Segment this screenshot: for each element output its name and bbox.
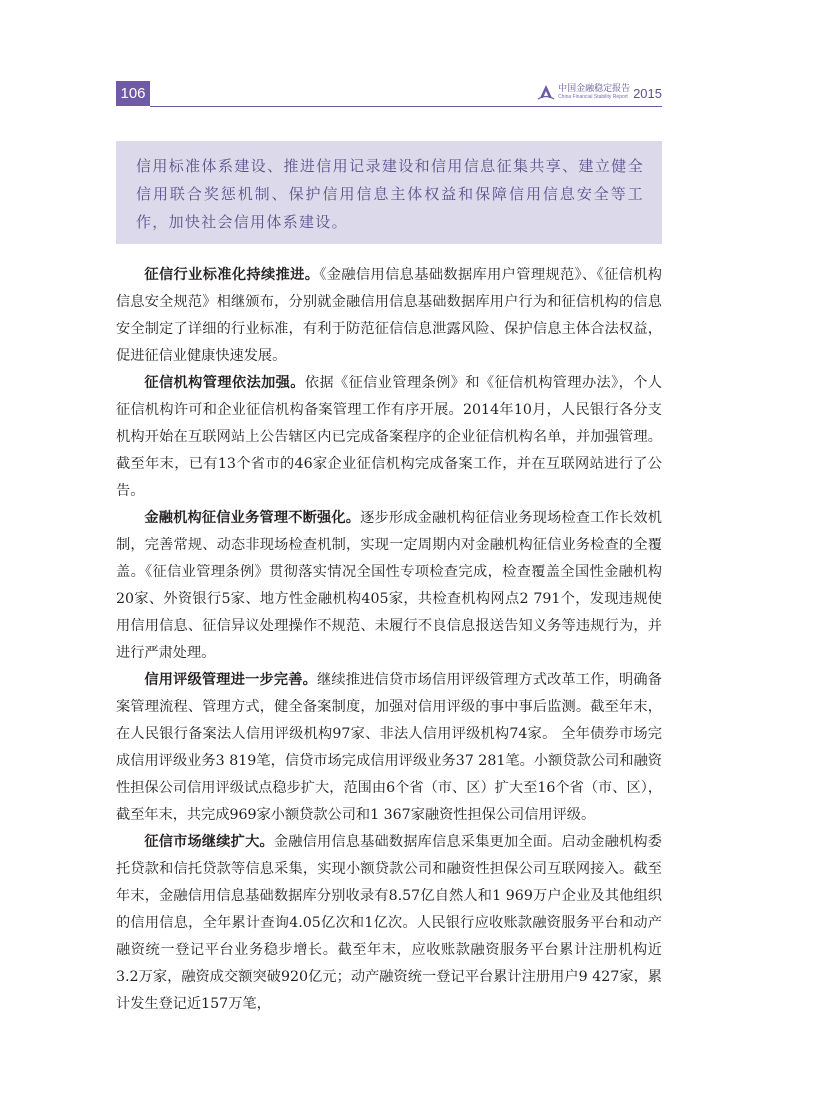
paragraph-text: 金融信用信息基础数据库信息采集更加全面。启动金融机构委托贷款和信托贷款等信息采集，实现小额贷款公司和融资性担保公司互联网接入。截至年末，金融信用信息基础数据库分别收录有8.57亿自然人和1 969万户企业及其他组织的信用信息，全年累计查询4.05亿次和1亿次。人民银行应收账款融资服务平台和动产融资统一登记平台业务稳步增长。截至年末，应收账款融资服务平台累计注册机构近3.2万家，融资成交额突破920亿元；动产融资统一登记平台累计注册用户9 427家，累计发生登记近157万笔， bbox=[116, 834, 662, 1012]
paragraph-lead: 信用评级管理进一步完善。 bbox=[144, 672, 317, 688]
report-title-block bbox=[558, 84, 630, 100]
page-number: 106 bbox=[116, 81, 150, 106]
summary-text: 信用标准体系建设、推进信用记录建设和信用信息征集共享、建立健全信用联合奖惩机制、保护信用信息主体权益和保障信用信息安全等工作，加快社会信用体系建设。 bbox=[136, 157, 644, 231]
body-text bbox=[116, 262, 662, 1018]
summary-box bbox=[116, 141, 662, 244]
paragraph-lead: 金融机构征信业务管理不断强化。 bbox=[144, 510, 361, 526]
paragraph-text: 依据《征信业管理条例》和《征信机构管理办法》，个人征信机构许可和企业征信机构备案管理工作有序开展。2014年10月，人民银行各分支机构开始在互联网站上公告辖区内已完成备案程序的企业征信机构名单，并加强管理。截至年末，已有13个省市的46家企业征信机构完成备案工作，并在互联网站进行了公告。 bbox=[116, 375, 662, 499]
paragraph-text: 《金融信用信息基础数据库用户管理规范》、《征信机构信息安全规范》相继颁布，分别就金融信用信息基础数据库用户行为和征信机构的信息安全制定了详细的行业标准，有利于防范征信信息泄露风险、保护信息主体合法权益，促进征信业健康快速发展。 bbox=[116, 267, 662, 364]
header-rule bbox=[150, 106, 662, 107]
paragraph bbox=[116, 505, 662, 667]
paragraph-text: 继续推进信贷市场信用评级管理方式改革工作，明确备案管理流程、管理方式，健全备案制度，加强对信用评级的事中事后监测。截至年末，在人民银行备案法人信用评级机构97家、非法人信用评级机构74家。 全年债券市场完成信用评级业务3 819笔，信贷市场完成信用评级业务37 281笔。小额贷款公司和融资性担保公司信用评级试点稳步扩大，范围由6个省（市、区）扩大至16个省（市、区），截至年末，共完成969家小额贷款公司和1 367家融资性担保公司信用评级。 bbox=[116, 672, 662, 823]
paragraph bbox=[116, 829, 662, 1018]
report-logo-icon bbox=[537, 84, 555, 100]
paragraph bbox=[116, 667, 662, 829]
paragraph bbox=[116, 370, 662, 505]
report-brand bbox=[537, 80, 662, 104]
report-year: 2015 bbox=[633, 86, 662, 101]
paragraph-lead: 征信市场继续扩大。 bbox=[144, 834, 274, 850]
paragraph-lead: 征信机构管理依法加强。 bbox=[144, 375, 305, 391]
paragraph bbox=[116, 262, 662, 370]
report-title-en: China Financial Stability Report bbox=[558, 94, 628, 100]
paragraph-text: 逐步形成金融机构征信业务现场检查工作长效机制，完善常规、动态非现场检查机制，实现一定周期内对金融机构征信业务检查的全覆盖。《征信业管理条例》贯彻落实情况全国性专项检查完成，检查覆盖全国性金融机构20家、外资银行5家、地方性金融机构405家，共检查机构网点2 791个，发现违规使用信用信息、征信异议处理操作不规范、未履行不良信息报送告知义务等违规行为，并进行严肃处理。 bbox=[116, 510, 662, 661]
report-title-cn: 中国金融稳定报告 bbox=[558, 83, 631, 93]
page-header bbox=[116, 80, 662, 108]
paragraph-lead: 征信行业标准化持续推进。 bbox=[144, 267, 320, 283]
